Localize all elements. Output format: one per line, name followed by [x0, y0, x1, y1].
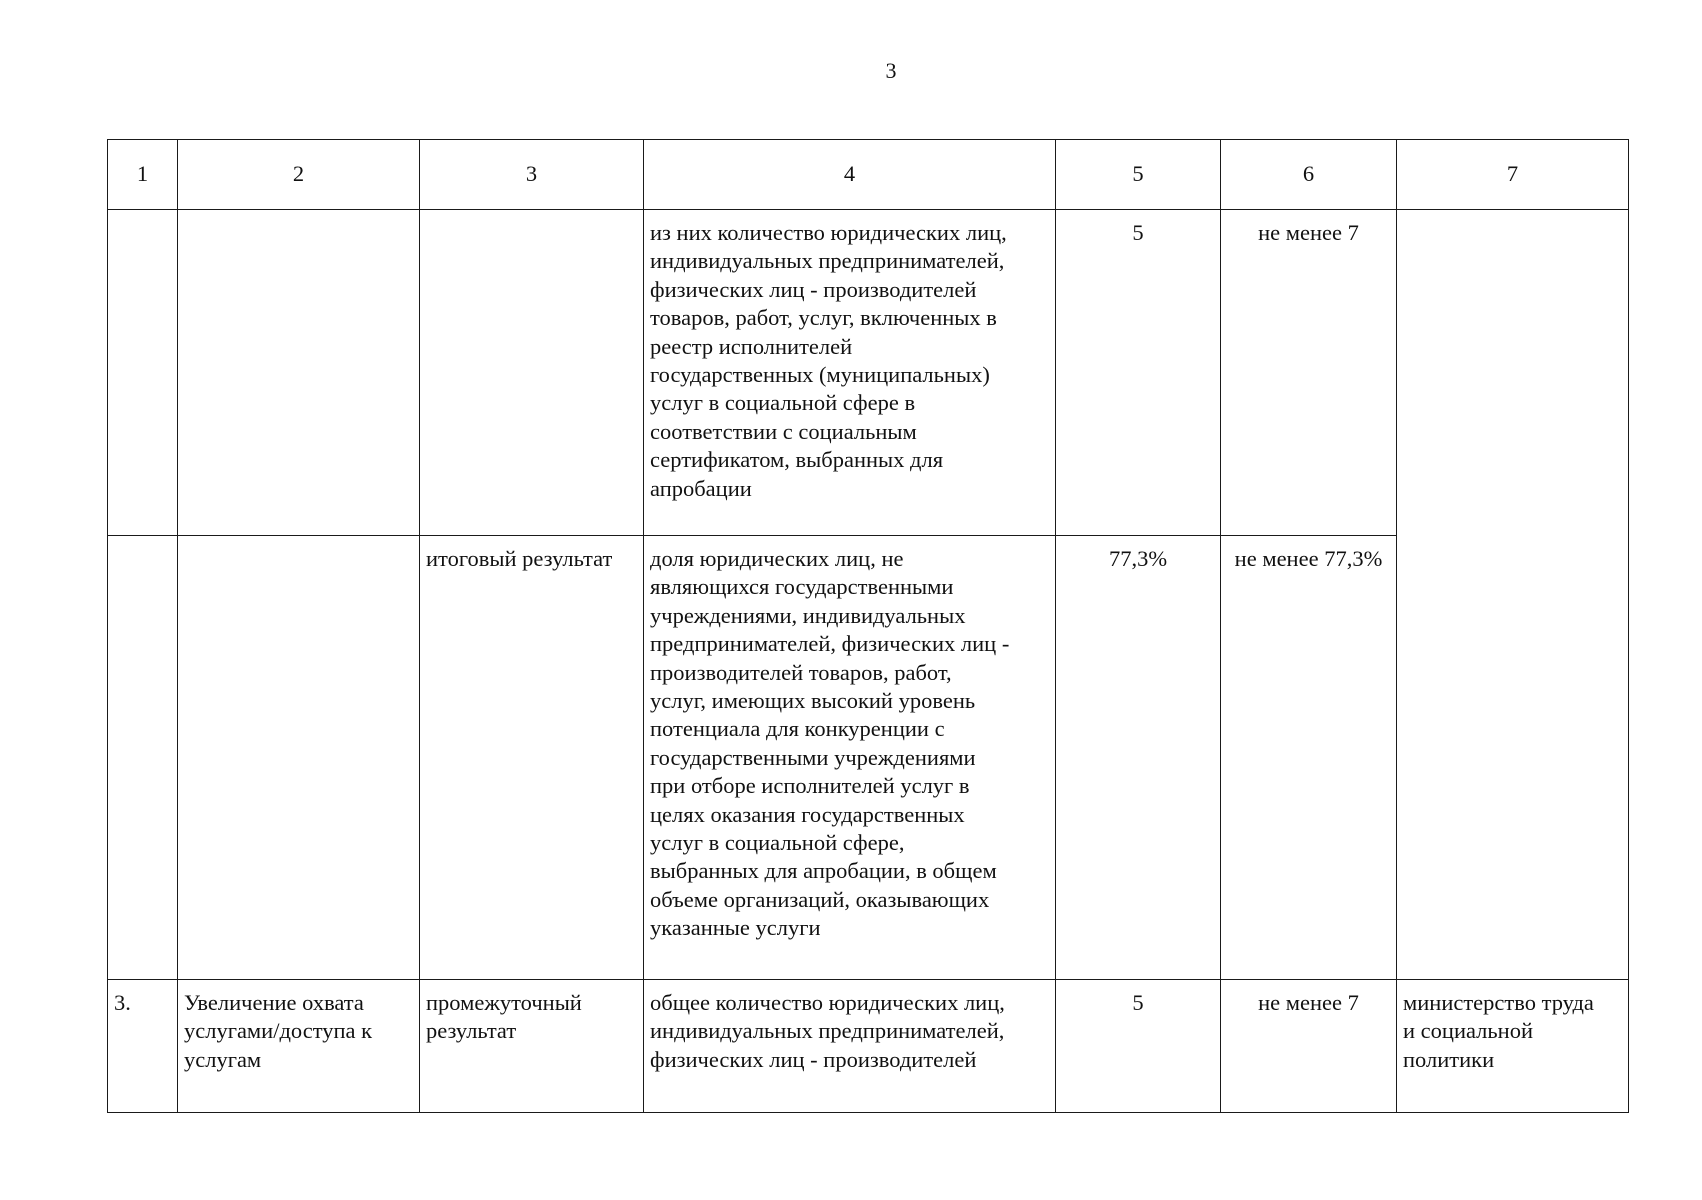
- result-type-cell: [420, 210, 644, 536]
- row-number-cell: [108, 980, 178, 1113]
- base-value-text: 5: [1132, 220, 1144, 245]
- result-type-cell: [420, 536, 644, 980]
- header-cell-5: 5: [1056, 140, 1221, 210]
- header-cell-1: 1: [108, 140, 178, 210]
- responsible-cell: [1397, 210, 1629, 980]
- task-text: Увеличение охвата услугами/доступа к услугам: [184, 990, 373, 1072]
- base-value-cell: [1056, 980, 1221, 1113]
- row-number-cell: [108, 536, 178, 980]
- target-value-text: не менее 7: [1258, 220, 1359, 245]
- indicator-cell: [644, 210, 1056, 536]
- header-cell-7: 7: [1397, 140, 1629, 210]
- indicator-text: из них количество юридических лиц, индивидуальных предпринимателей, физических лиц - производителей товаров, работ, услуг, включенных в реестр исполнителей государственных (муниципальных) услуг в социальной сфере в соответствии с социальным сертификатом, выбранных для апробации: [650, 220, 1007, 501]
- target-value-cell: [1221, 536, 1397, 980]
- responsible-cell: [1397, 980, 1629, 1113]
- header-cell-2: 2: [178, 140, 420, 210]
- task-text: [178, 210, 419, 219]
- indicator-cell: [644, 536, 1056, 980]
- header-cell-4: 4: [644, 140, 1056, 210]
- result-type-cell: [420, 980, 644, 1113]
- task-cell: [178, 536, 420, 980]
- table-header-row: [108, 140, 1629, 210]
- target-value-cell: [1221, 980, 1397, 1113]
- header-cell-6: 6: [1221, 140, 1397, 210]
- task-cell: [178, 210, 420, 536]
- responsible-text: [1397, 210, 1628, 219]
- result-type-text: промежуточный результат: [426, 990, 582, 1044]
- table-row: [108, 210, 1629, 536]
- target-value-cell: [1221, 210, 1397, 536]
- task-text: [178, 536, 419, 545]
- base-value-cell: [1056, 210, 1221, 536]
- target-value-text: не менее 7: [1258, 990, 1359, 1015]
- document-table: [107, 139, 1629, 1113]
- indicator-text: общее количество юридических лиц, индивидуальных предпринимателей, физических лиц - производителей: [650, 990, 1005, 1072]
- table-row: [108, 980, 1629, 1113]
- page-number: 3: [885, 58, 897, 83]
- result-type-text: [420, 210, 643, 219]
- task-cell: [178, 980, 420, 1113]
- indicator-text: доля юридических лиц, не являющихся государственными учреждениями, индивидуальных предпринимателей, физических лиц - производителей товаров, работ, услуг, имеющих высокий уровень потенциала для конкуренции с государственными учреждениями при отборе исполнителей услуг в целях оказания государственных услуг в социальной сфере, выбранных для апробации, в общем объеме организаций, оказывающих указанные услуги: [650, 546, 1010, 941]
- base-value-text: 5: [1132, 990, 1144, 1015]
- row-number-cell: [108, 210, 178, 536]
- result-type-text: итоговый результат: [426, 546, 613, 571]
- row-number-text: [108, 536, 177, 545]
- base-value-text: 77,3%: [1108, 546, 1168, 571]
- responsible-text: министерство труда и социальной политики: [1403, 990, 1594, 1072]
- indicator-cell: [644, 980, 1056, 1113]
- target-value-text: не менее 77,3%: [1234, 546, 1383, 571]
- base-value-cell: [1056, 536, 1221, 980]
- header-cell-3: 3: [420, 140, 644, 210]
- row-number-text: [108, 210, 177, 219]
- row-number-text: 3.: [114, 990, 131, 1015]
